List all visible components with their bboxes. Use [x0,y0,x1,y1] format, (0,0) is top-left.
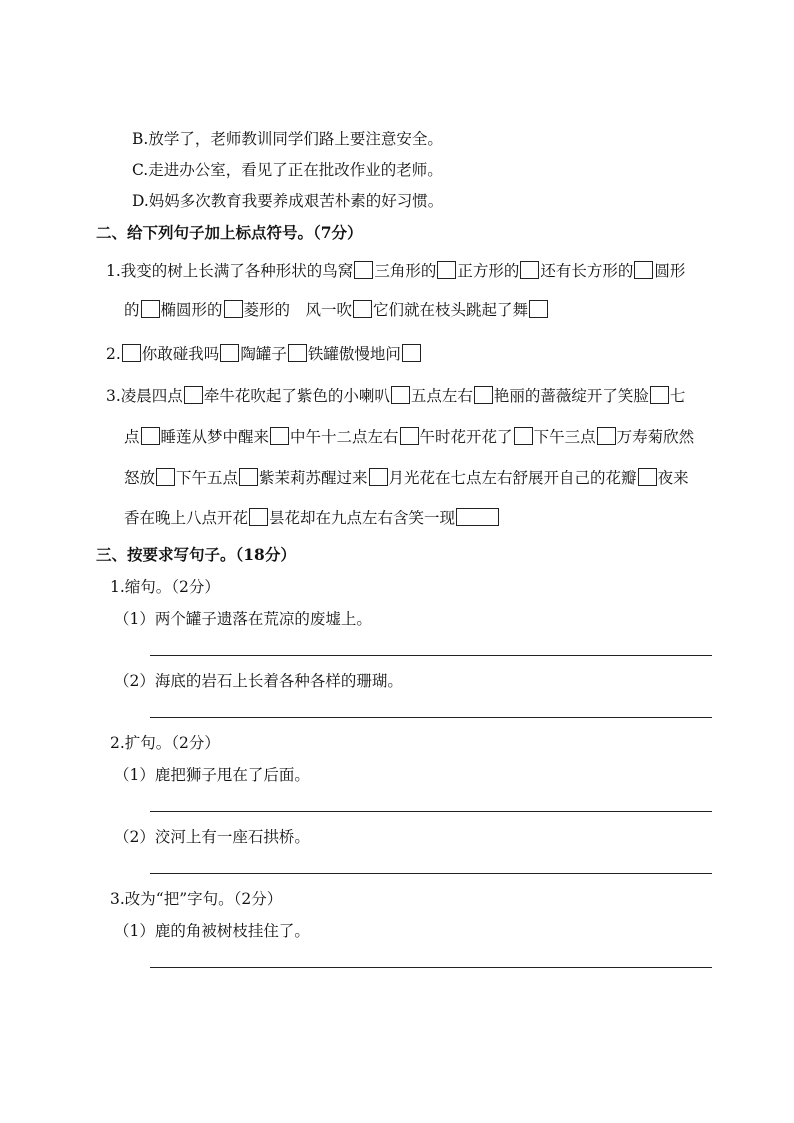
punctuation-box[interactable] [156,468,175,486]
punctuation-box[interactable] [141,300,160,318]
punctuation-box[interactable] [402,344,421,362]
section3-title: 三、按要求写句子。（18分） [96,545,296,564]
answer-line[interactable] [150,873,712,874]
s2-q3-line2: 点 睡莲从梦中醒来 中午十二点左右 午时花开花了 下午三点 万寿菊欣然 [124,428,695,446]
punctuation-box[interactable] [288,344,307,362]
punctuation-box[interactable] [354,261,373,279]
s2-q1-line2: 的 椭圆形的 菱形的 风一吹 它们就在枝头跳起了舞 [124,299,549,321]
punctuation-box[interactable] [634,261,653,279]
answer-line[interactable] [150,811,712,812]
option-c: C.走进办公室，看见了正在批改作业的老师。 [132,161,443,179]
punctuation-box[interactable] [369,468,388,486]
s3-q3-title: 3.改为“把”字句。（2分） [110,890,283,908]
option-d: D.妈妈多次教育我要养成艰苦朴素的好习惯。 [132,192,444,210]
punctuation-box[interactable] [220,344,239,362]
punctuation-box[interactable] [456,508,499,526]
s3-q1-item1: （1）两个罐子遗落在荒凉的废墟上。 [114,610,372,628]
answer-line[interactable] [150,717,712,718]
punctuation-box[interactable] [638,468,657,486]
punctuation-box[interactable] [184,386,203,404]
punctuation-box[interactable] [391,386,410,404]
question-number: 2. [106,345,121,363]
question-number: 3. [106,387,121,405]
punctuation-box[interactable] [514,427,533,445]
punctuation-box[interactable] [353,300,372,318]
punctuation-box[interactable] [437,261,456,279]
s2-q3-line1: 3.凌晨四点 牵牛花吹起了紫色的小喇叭 五点左右 艳丽的蔷薇绽开了笑脸 七 [106,387,686,405]
s3-q3-item1: （1）鹿的角被树枝挂住了。 [114,922,310,940]
s2-q2: 2. 你敢碰我吗 陶罐子 铁罐傲慢地问 [106,343,422,365]
s2-q3-line3: 怒放 下午五点 紫茉莉苏醒过来 月光花在七点左右舒展开自己的花瓣 夜来 [124,469,689,487]
section2-title: 二、给下列句子加上标点符号。（7分） [96,223,363,242]
punctuation-box[interactable] [597,427,616,445]
answer-line[interactable] [150,967,712,968]
punctuation-box[interactable] [270,427,289,445]
s3-q2-item2: （2）洨河上有一座石拱桥。 [114,828,310,846]
s3-q1-title: 1.缩句。（2分） [110,578,220,596]
punctuation-box[interactable] [529,300,548,318]
option-b: B.放学了，老师教训同学们路上要注意安全。 [132,130,443,148]
answer-line[interactable] [150,655,712,656]
punctuation-box[interactable] [400,427,419,445]
question-number: 1. [106,262,121,280]
punctuation-box[interactable] [224,300,243,318]
s3-q1-item2: （2）海底的岩石上长着各种各样的珊瑚。 [114,672,403,690]
s2-q1-line1: 1.我变的树上长满了各种形状的鸟窝 三角形的 正方形的 还有长方形的 圆形 [106,262,686,280]
s3-q2-title: 2.扩句。（2分） [110,734,220,752]
punctuation-box[interactable] [239,468,258,486]
punctuation-box[interactable] [474,386,493,404]
punctuation-box[interactable] [122,344,141,362]
punctuation-box[interactable] [141,427,160,445]
s3-q2-item1: （1）鹿把狮子甩在了后面。 [114,766,310,784]
punctuation-box[interactable] [650,386,669,404]
punctuation-box[interactable] [520,261,539,279]
s2-q3-line4: 香在晚上八点开花 昙花却在九点左右含笑一现 [124,507,500,529]
punctuation-box[interactable] [249,508,268,526]
